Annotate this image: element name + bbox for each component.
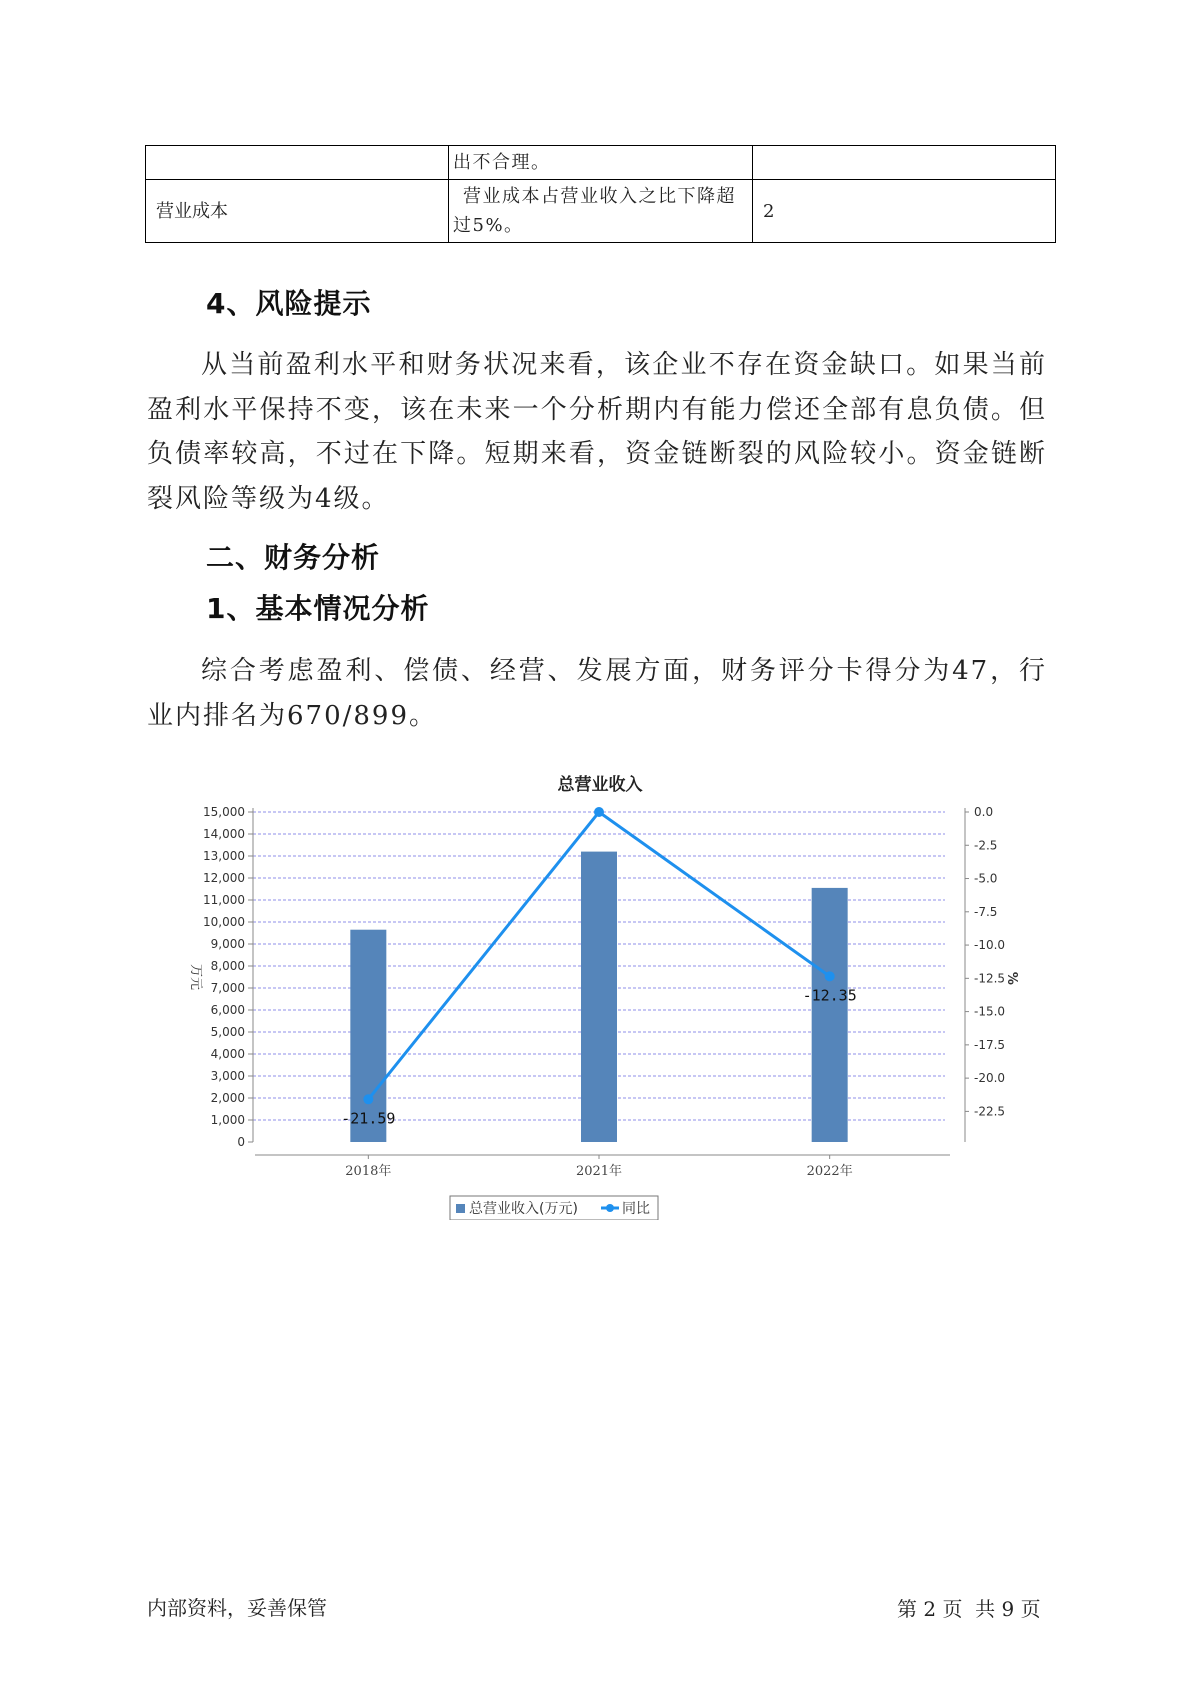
table-cell-reason [449,180,753,243]
table-row [146,180,1056,243]
revenue-chart-svg [180,760,1040,1220]
y-tick-label: 6,000 [210,1003,245,1017]
y2-tick-label: -10.0 [974,938,1006,953]
table-cell-item [146,146,449,180]
table-row [146,146,1056,180]
yoy-point [825,971,835,981]
bar [812,888,848,1142]
footer-confidential-note: 内部资料，妥善保管 [147,1596,327,1620]
y-tick-label: 14,000 [203,827,245,841]
y-tick-label: 10,000 [203,915,245,929]
y2-tick-label: -12.5 [974,971,1006,986]
assessment-table [145,145,1056,243]
y-tick-label: 7,000 [210,981,245,995]
legend-bar-swatch [456,1204,465,1213]
reason-text-line2: 过5%。 [453,215,524,236]
finance-analysis-heading: 二、财务分析 [206,541,381,574]
y2-tick-label: -15.0 [974,1004,1006,1019]
y-tick-label: 1,000 [210,1113,245,1127]
bar [581,852,617,1142]
y2-tick-label: -17.5 [974,1037,1006,1052]
y-tick-label: 11,000 [203,893,245,907]
yoy-point [594,807,604,817]
table-cell-score [753,146,1056,180]
y-tick-label: 12,000 [203,871,245,885]
y-tick-label: 2,000 [210,1091,245,1105]
y-axis-label: 万元 [188,963,203,991]
legend-line-label: 同比 [622,1201,650,1217]
y-tick-label: 0 [237,1135,245,1149]
y-tick-label: 15,000 [203,805,245,819]
risk-heading: 4、风险提示 [206,287,372,320]
data-label: -21.59 [341,1109,396,1128]
basic-analysis-heading: 1、基本情况分析 [206,592,430,625]
table-cell-reason [449,146,753,180]
legend-line-marker [606,1204,614,1212]
y-tick-label: 4,000 [210,1047,245,1061]
y2-axis-label: % [1004,971,1019,985]
y2-tick-label: -2.5 [974,838,998,853]
y-tick-label: 13,000 [203,849,245,863]
table-cell-score: 2 [753,180,1056,243]
reason-text: 出不合理。 [453,152,551,173]
risk-paragraph: 从当前盈利水平和财务状况来看，该企业不存在资金缺口。如果当前盈利水平保持不变，该在未来一个分析期内有能力偿还全部有息负债。但负债率较高，不过在下降。短期来看，资金链断裂的风险较小。资金链断裂风险等级为4级。 [147,350,1047,514]
y2-tick-label: -5.0 [974,871,998,886]
table-cell-item: 营业成本 [146,180,449,243]
x-tick-label: 2018年 [345,1164,392,1179]
y-tick-label: 8,000 [210,959,245,973]
reason-text-line1: 营业成本占营业收入之比下降超 [463,186,736,207]
y2-tick-label: -20.0 [974,1071,1006,1086]
yoy-point [363,1094,373,1104]
y2-tick-label: -22.5 [974,1104,1006,1119]
y-tick-label: 9,000 [210,937,245,951]
chart-title: 总营业收入 [557,775,643,795]
revenue-chart [180,760,1040,1220]
legend-bar-label: 总营业收入(万元) [469,1201,578,1217]
x-tick-label: 2022年 [806,1164,853,1179]
y-tick-label: 5,000 [210,1025,245,1039]
y-tick-label: 3,000 [210,1069,245,1083]
x-tick-label: 2021年 [575,1164,623,1179]
footer-page-number: 第 2 页 共 9 页 [897,1597,1041,1621]
basic-analysis-paragraph: 综合考虑盈利、偿债、经营、发展方面，财务评分卡得分为47，行业内排名为670/899。 [147,656,1047,731]
y2-tick-label: 0.0 [974,805,994,819]
data-label: -12.35 [802,986,857,1005]
y2-tick-label: -7.5 [974,904,998,919]
